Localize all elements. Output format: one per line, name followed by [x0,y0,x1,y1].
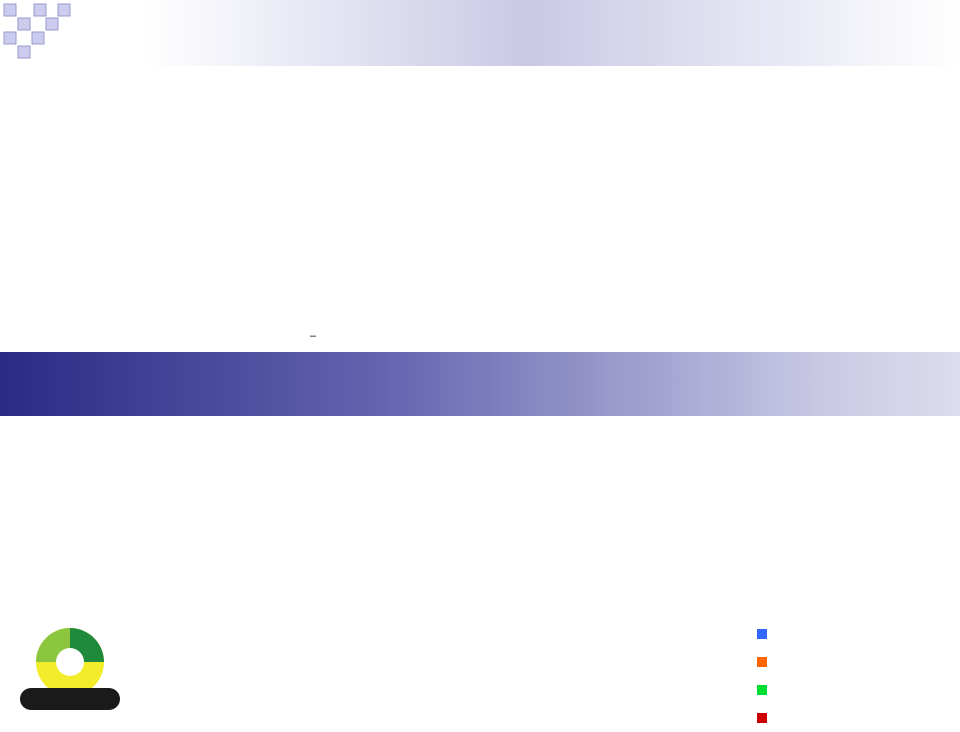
legend-swatch [757,685,767,695]
logo-years-bar [20,688,120,710]
legend-item-srednie [757,676,957,704]
source-top: – [310,330,317,342]
legend-swatch [757,629,767,639]
legend-swatch [757,657,767,667]
legend [757,620,957,732]
legend-item-male [757,648,957,676]
legend-swatch [757,713,767,723]
logo-center [56,648,84,676]
program-logo [0,590,140,720]
legend-item-duze [757,704,957,732]
legend-item-mikro [757,620,957,648]
